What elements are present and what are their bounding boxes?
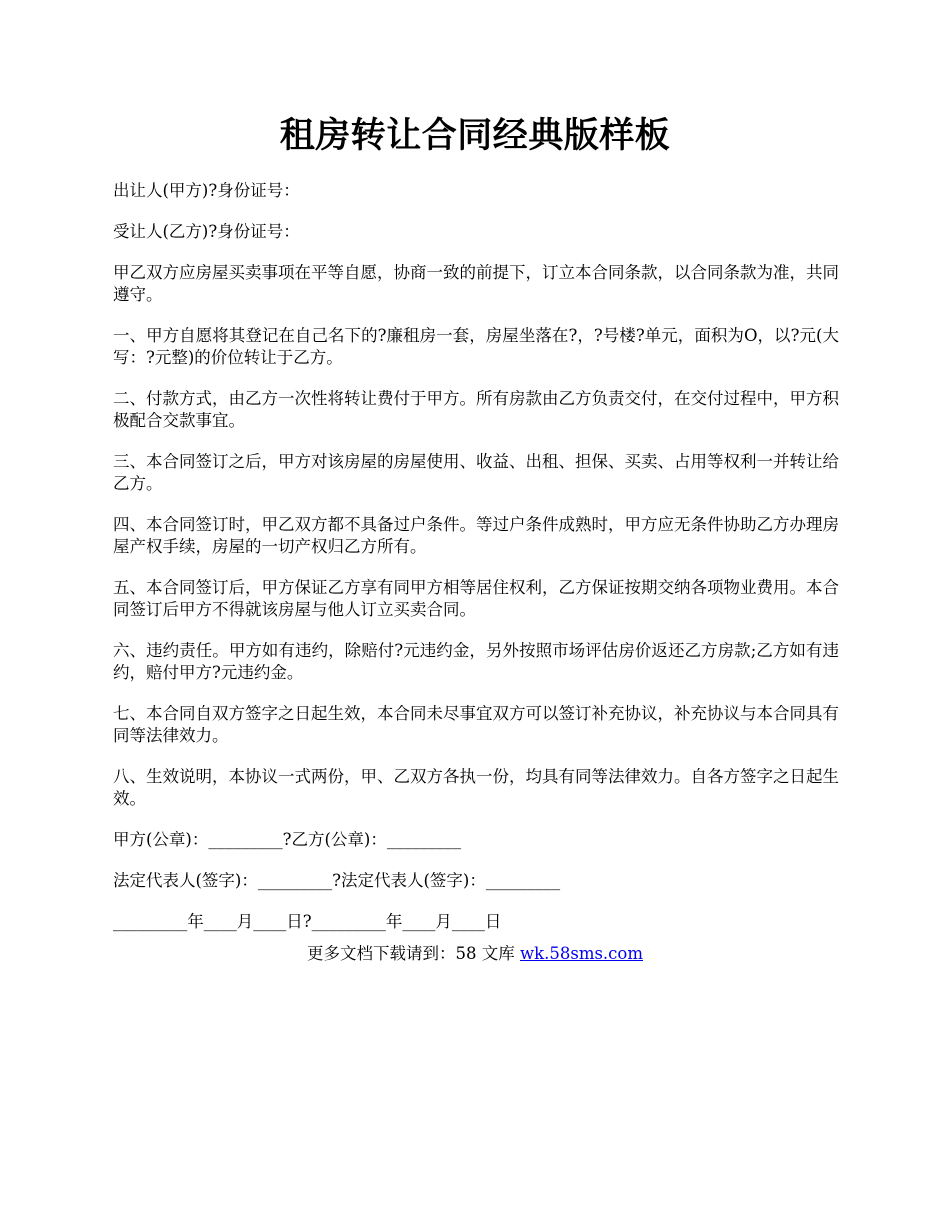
clause-4: 四、本合同签订时，甲乙双方都不具备过户条件。等过户条件成熟时，甲方应无条件协助乙方办理房屋产权手续，房屋的一切产权归乙方所有。 (113, 515, 839, 556)
footer-link[interactable]: wk.58sms.com (519, 944, 643, 963)
date-line: _________年____月____日?_________年____月____日 (113, 912, 502, 931)
clause-5: 五、本合同签订后，甲方保证乙方享有同甲方相等居住权利，乙方保证按期交纳各项物业费用。本合同签订后甲方不得就该房屋与他人订立买卖合同。 (113, 578, 839, 619)
clause-1: 一、甲方自愿将其登记在自己名下的?廉租房一套，房屋坐落在?，?号楼?单元，面积为O，以?元(大写：?元整)的价位转让于乙方。 (113, 326, 839, 367)
clause-6: 六、违约责任。甲方如有违约，除赔付?元违约金，另外按照市场评估房价返还乙方房款;乙方如有违约，赔付甲方?元违约金。 (113, 641, 839, 682)
document-body (113, 180, 839, 952)
clause-3: 三、本合同签订之后，甲方对该房屋的房屋使用、收益、出租、担保、买卖、占用等权利一并转让给乙方。 (113, 452, 839, 493)
clause-8: 八、生效说明，本协议一式两份，甲、乙双方各执一份，均具有同等法律效力。自各方签字之日起生效。 (113, 767, 839, 808)
document-title: 租房转让合同经典版样板 (279, 115, 671, 156)
party-a-line: 出让人(甲方)?身份证号： (113, 181, 300, 200)
party-b-line: 受让人(乙方)?身份证号： (113, 222, 300, 241)
footer-prefix: 更多文档下载请到：58 文库 (306, 944, 520, 963)
seal-line: 甲方(公章)：_________?乙方(公章)：_________ (113, 830, 462, 849)
clause-2: 二、付款方式，由乙方一次性将转让费付于甲方。所有房款由乙方负责交付，在交付过程中，甲方积极配合交款事宜。 (113, 389, 839, 430)
representative-signature-line: 法定代表人(签字)：_________?法定代表人(签字)：_________ (113, 871, 561, 890)
download-footer (0, 943, 950, 965)
clause-7: 七、本合同自双方签字之日起生效，本合同未尽事宜双方可以签订补充协议，补充协议与本合同具有同等法律效力。 (113, 704, 839, 745)
preamble-paragraph: 甲乙双方应房屋买卖事项在平等自愿，协商一致的前提下，订立本合同条款，以合同条款为准，共同遵守。 (113, 263, 839, 304)
